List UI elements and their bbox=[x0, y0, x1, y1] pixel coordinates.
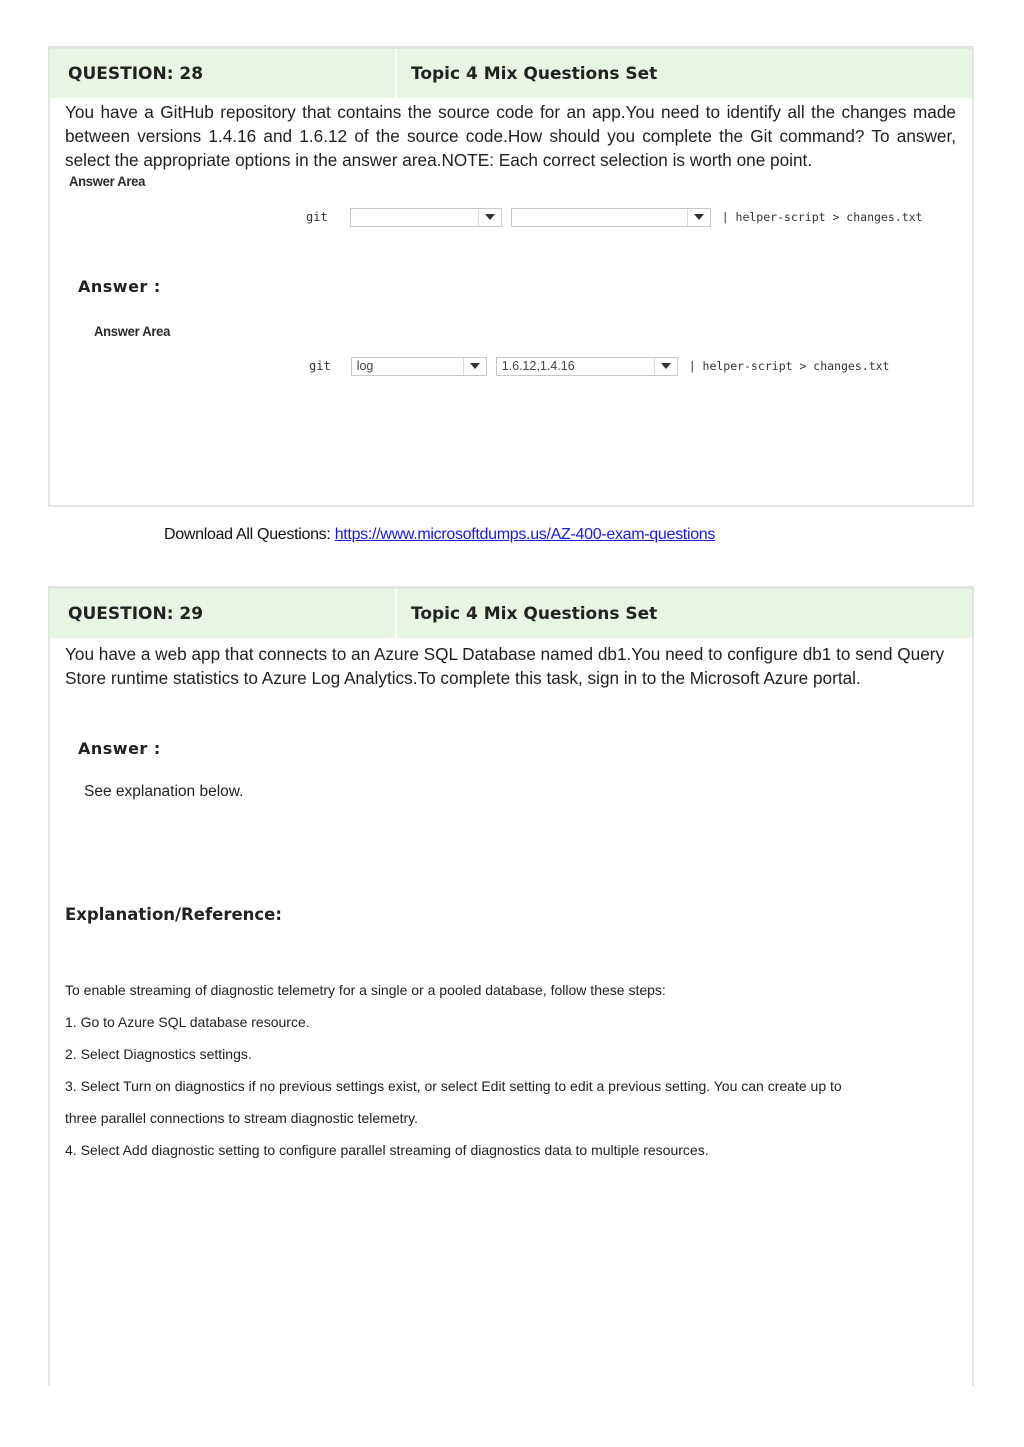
explanation-heading: Explanation/Reference: bbox=[65, 905, 282, 924]
question-number: QUESTION: 29 bbox=[50, 589, 397, 638]
step-intro: To enable streaming of diagnostic telemetry for a single or a pooled database, follow these steps: bbox=[65, 982, 666, 998]
chevron-down-icon bbox=[654, 358, 677, 375]
chevron-down-icon bbox=[687, 209, 710, 226]
answer-text: See explanation below. bbox=[84, 783, 244, 800]
answer-area-label: Answer Area bbox=[94, 323, 171, 339]
command-dropdown-2[interactable] bbox=[511, 208, 711, 227]
step-4: 4. Select Add diagnostic setting to configure parallel streaming of diagnostics data to multiple resources. bbox=[65, 1142, 709, 1158]
command-dropdown-1[interactable] bbox=[350, 208, 502, 227]
step-3-continued: three parallel connections to stream diagnostic telemetry. bbox=[65, 1110, 419, 1126]
download-label: Download All Questions: bbox=[164, 526, 331, 543]
question-28-header bbox=[50, 49, 972, 98]
answer-label: Answer : bbox=[78, 739, 161, 758]
answer-label: Answer : bbox=[78, 277, 161, 296]
step-2: 2. Select Diagnostics settings. bbox=[65, 1046, 252, 1062]
git-command-answer bbox=[309, 356, 889, 376]
dropdown-value: 1.6.12,1.4.16 bbox=[501, 359, 575, 373]
answer-area-label: Answer Area bbox=[69, 173, 146, 189]
command-dropdown-1[interactable] bbox=[351, 357, 487, 376]
question-number: QUESTION: 28 bbox=[50, 49, 397, 98]
chevron-down-icon bbox=[478, 209, 501, 226]
step-3: 3. Select Turn on diagnostics if no previous settings exist, or select Edit setting to edit a previous setting. You can create up to bbox=[65, 1078, 842, 1094]
git-command-question bbox=[306, 207, 922, 227]
question-29-header bbox=[50, 589, 972, 638]
dropdown-value: log bbox=[356, 359, 374, 373]
download-line bbox=[164, 526, 715, 544]
git-keyword: git bbox=[306, 210, 328, 224]
chevron-down-icon bbox=[463, 358, 486, 375]
step-1: 1. Go to Azure SQL database resource. bbox=[65, 1014, 310, 1030]
question-text: You have a web app that connects to an Azure SQL Database named db1.You need to configure db1 to send Query Store runtime statistics to Azure Log Analytics.To complete this task, sign in to the Microsoft Azure portal. bbox=[65, 644, 945, 688]
command-suffix: | helper-script > changes.txt bbox=[721, 210, 923, 224]
command-dropdown-2[interactable] bbox=[496, 357, 678, 376]
question-text: You have a GitHub repository that contains the source code for an app.You need to identify all the changes made between versions 1.4.16 and 1.6.12 of the source code.How should you complete the Git command? To answer, select the appropriate options in the answer area.NOTE: Each correct selection is worth one point. bbox=[65, 102, 956, 170]
question-28-card bbox=[48, 46, 974, 507]
question-topic: Topic 4 Mix Questions Set bbox=[411, 63, 658, 84]
explanation-steps bbox=[65, 974, 945, 1166]
download-link[interactable]: https://www.microsoftdumps.us/AZ-400-exam-questions bbox=[334, 526, 716, 543]
question-topic: Topic 4 Mix Questions Set bbox=[411, 603, 658, 624]
git-keyword: git bbox=[309, 359, 331, 373]
command-suffix: | helper-script > changes.txt bbox=[688, 359, 890, 373]
question-29-card bbox=[48, 586, 974, 1386]
